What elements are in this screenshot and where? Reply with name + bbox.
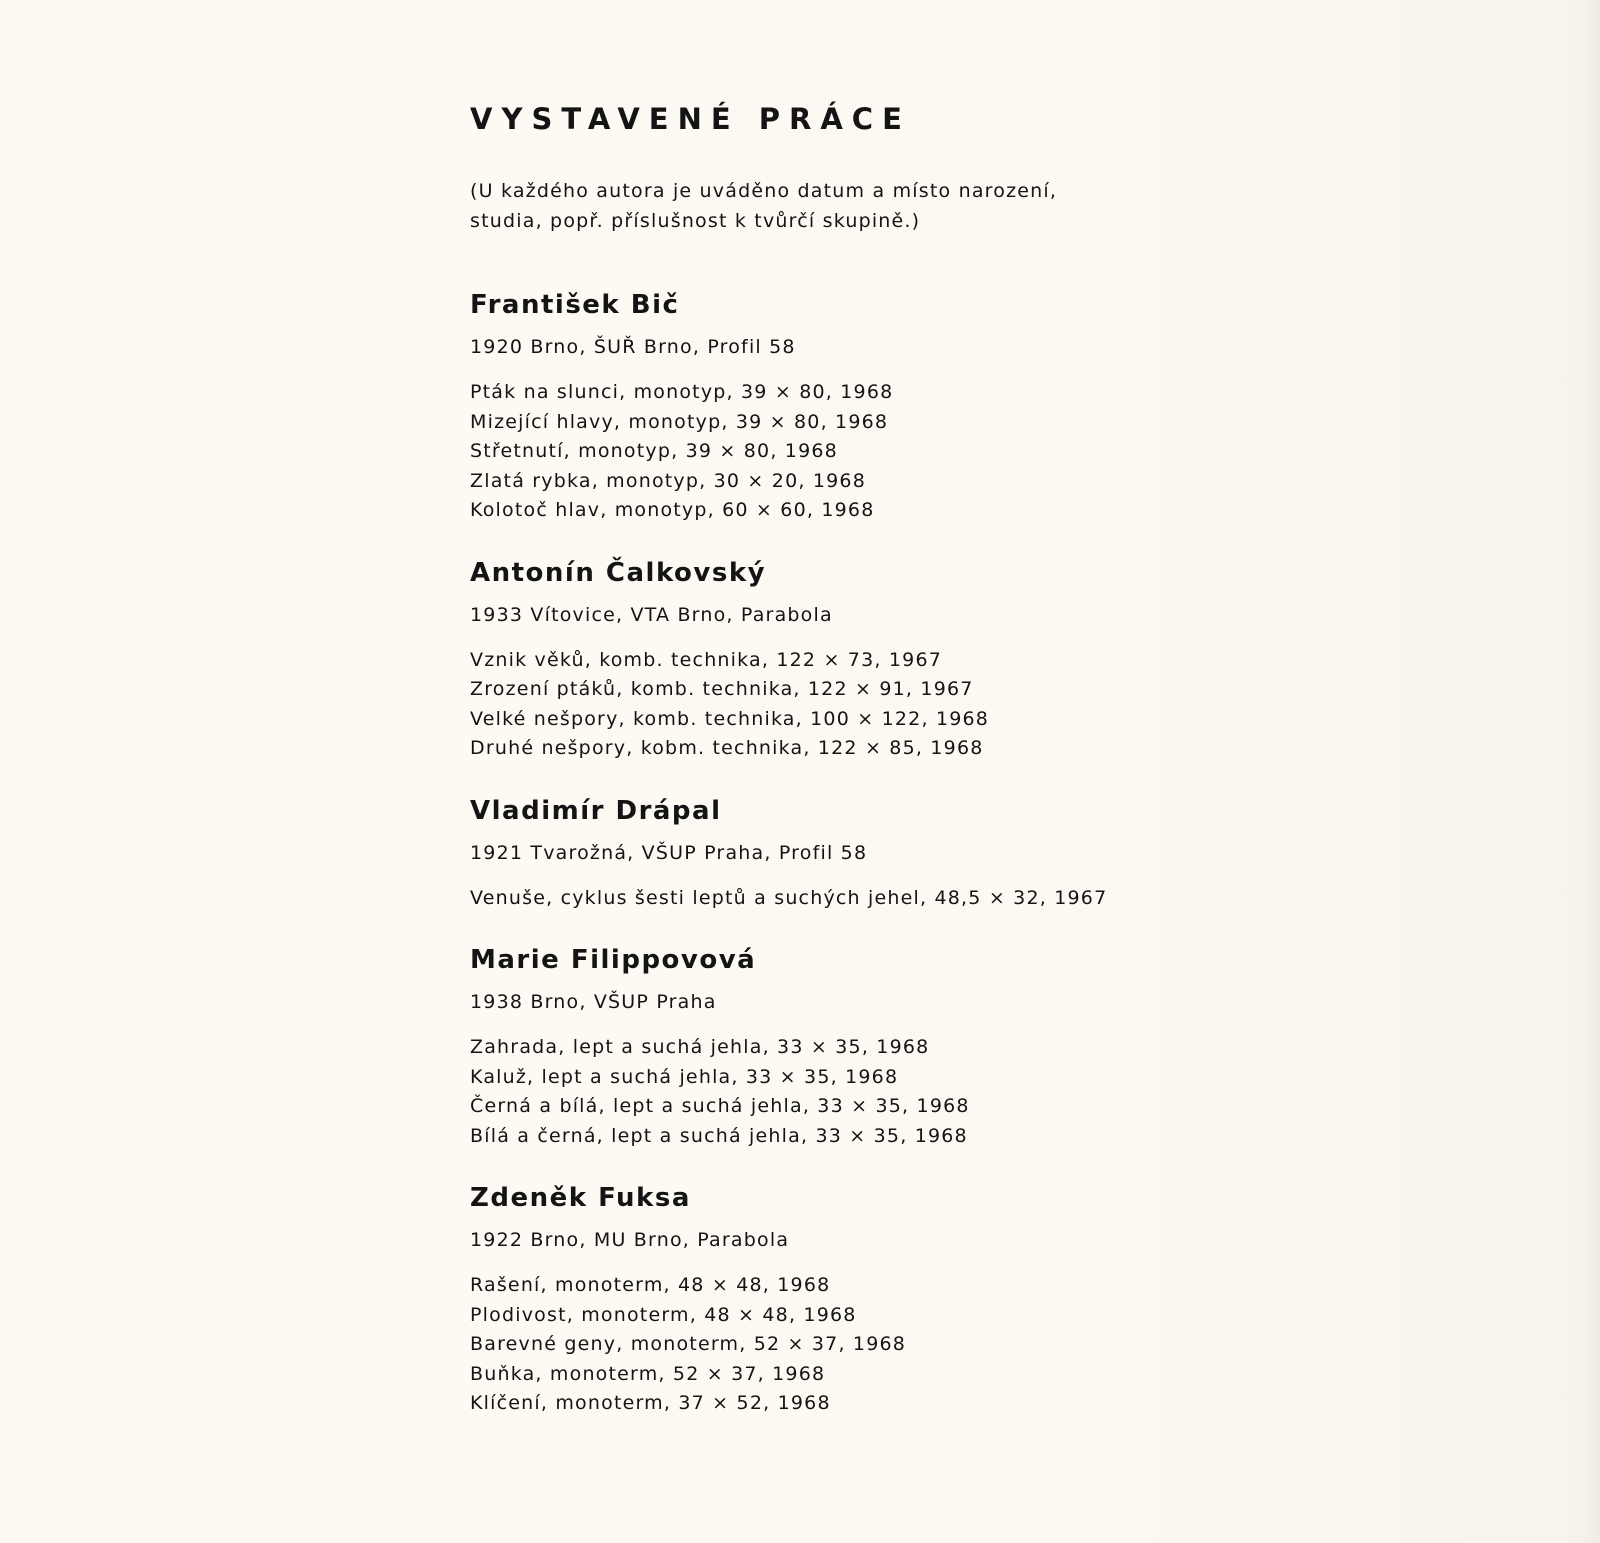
artist-entry bbox=[470, 1181, 1170, 1419]
artist-bio: 1922 Brno, MU Brno, Parabola bbox=[470, 1229, 790, 1251]
work-item: Zlatá rybka, monotyp, 30 × 20, 1968 bbox=[470, 469, 866, 492]
artist-name: František Bič bbox=[470, 290, 680, 320]
work-item: Zrození ptáků, komb. technika, 122 × 91, 1967 bbox=[470, 678, 974, 700]
page-edge-shadow bbox=[1578, 0, 1600, 1543]
artist-bio: 1920 Brno, ŠUŘ Brno, Profil 58 bbox=[470, 336, 796, 358]
work-item: Kaluž, lept a suchá jehla, 33 × 35, 1968 bbox=[470, 1065, 899, 1088]
page-title: VYSTAVENÉ PRÁCE bbox=[470, 102, 911, 136]
work-item: Barevné geny, monoterm, 52 × 37, 1968 bbox=[470, 1333, 907, 1355]
artist-entry bbox=[470, 288, 1170, 526]
artist-name: Vladimír Drápal bbox=[470, 795, 722, 826]
work-item: Střetnutí, monotyp, 39 × 80, 1968 bbox=[470, 440, 838, 462]
work-item: Vznik věků, komb. technika, 122 × 73, 1967 bbox=[470, 648, 943, 671]
work-item: Černá a bílá, lept a suchá jehla, 33 × 35, 1968 bbox=[470, 1095, 970, 1117]
work-item: Mizející hlavy, monotyp, 39 × 80, 1968 bbox=[470, 410, 889, 433]
artist-bio: 1933 Vítovice, VTA Brno, Parabola bbox=[470, 603, 833, 626]
artist-bio: 1938 Brno, VŠUP Praha bbox=[470, 991, 717, 1013]
work-item: Kolotoč hlav, monotyp, 60 × 60, 1968 bbox=[470, 499, 875, 521]
works-list bbox=[470, 378, 1170, 526]
work-item: Buňka, monoterm, 52 × 37, 1968 bbox=[470, 1362, 826, 1385]
works-list bbox=[470, 884, 1170, 914]
work-item: Rašení, monoterm, 48 × 48, 1968 bbox=[470, 1274, 831, 1296]
artist-name: Marie Filippovová bbox=[470, 945, 757, 975]
work-item: Venuše, cyklus šesti leptů a suchých jehel, 48,5 × 32, 1967 bbox=[470, 886, 1108, 909]
artist-entry bbox=[470, 943, 1170, 1151]
works-list bbox=[470, 1033, 1170, 1151]
work-item: Druhé nešpory, kobm. technika, 122 × 85, 1968 bbox=[470, 737, 984, 759]
artist-bio: 1921 Tvarožná, VŠUP Praha, Profil 58 bbox=[470, 841, 868, 864]
work-item: Velké nešpory, komb. technika, 100 × 122, 1968 bbox=[470, 707, 990, 730]
work-item: Zahrada, lept a suchá jehla, 33 × 35, 1968 bbox=[470, 1036, 930, 1058]
intro-note: (U každého autora je uváděno datum a místo narození, studia, popř. příslušnost k tvůrčí skupině.) bbox=[470, 180, 1058, 232]
work-item: Klíčení, monoterm, 37 × 52, 1968 bbox=[470, 1392, 831, 1414]
work-item: Bílá a černá, lept a suchá jehla, 33 × 35, 1968 bbox=[470, 1124, 968, 1147]
works-list bbox=[470, 646, 1170, 764]
artist-entry bbox=[470, 556, 1170, 764]
artist-name: Antonín Čalkovský bbox=[470, 557, 767, 588]
artist-entry bbox=[470, 794, 1170, 914]
work-item: Plodivost, monoterm, 48 × 48, 1968 bbox=[470, 1303, 857, 1326]
artist-name: Zdeněk Fuksa bbox=[470, 1183, 691, 1213]
work-item: Pták na slunci, monotyp, 39 × 80, 1968 bbox=[470, 381, 894, 403]
works-list bbox=[470, 1271, 1170, 1419]
catalog-content bbox=[470, 102, 1170, 1449]
